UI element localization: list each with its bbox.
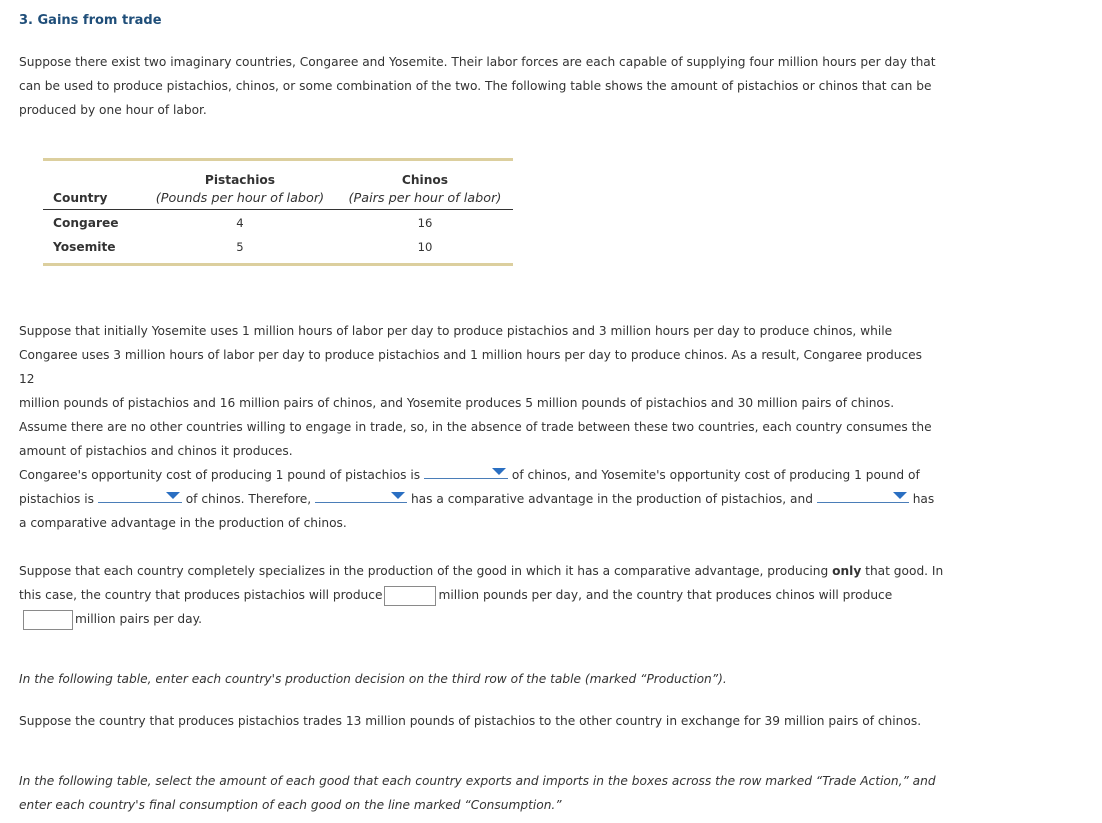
chinos-output-input[interactable] <box>23 610 73 630</box>
chinos-value: 16 <box>417 215 433 230</box>
header-country: Country <box>53 191 108 205</box>
table-row <box>43 210 513 236</box>
congaree-opportunity-cost-dropdown[interactable] <box>424 463 508 479</box>
specialization-paragraph: Suppose that each country completely specializes in the production of the good in which it has a comparative advantage, producing only that good. In this case, the country that produces pistachios will produce million pounds per day, and the country that produces chinos will produce million pairs per day. <box>19 559 949 631</box>
header-chinos: Chinos <box>401 173 449 187</box>
dropdown-arrow-icon <box>391 492 405 499</box>
yosemite-opportunity-cost-dropdown[interactable] <box>98 487 182 503</box>
pistachios-advantage-country-dropdown[interactable] <box>315 487 407 503</box>
initial-production-paragraph: Suppose that initially Yosemite uses 1 million hours of labor per day to produce pistachios and 3 million hours per day to produce chinos, while Congaree uses 3 million hours of labor per day to produce pistachios and 1 million hours per day to produce chinos. As a result, Congaree produces 12 million pounds of pistachios and 16 million pairs of chinos, and Yosemite produces 5 million pounds of pistachios and 30 million pairs of chinos. Assume there are no other countries willing to engage in trade, so, in the absence of trade between these two countries, each country consumes the amount of pistachios and chinos it produces. <box>19 324 932 458</box>
opportunity-cost-paragraph: Congaree's opportunity cost of producing 1 pound of pistachios is of chinos, and Yosemite's opportunity cost of producing 1 pound of pistachios is of chinos. Therefore, has a comparative advantage in the production of pistachios, and has a comparative advantage in the production of chinos. <box>19 463 1089 535</box>
dropdown-arrow-icon <box>893 492 907 499</box>
labor-productivity-table <box>43 158 513 266</box>
header-pistachios-units: (Pounds per hour of labor) <box>155 190 325 206</box>
country-name: Yosemite <box>53 239 116 254</box>
trade-instruction: In the following table, select the amount of each good that each country exports and imports in the boxes across the row marked “Trade Action,” and enter each country's final consumption of each good on the line marked “Consumption.” <box>19 774 936 812</box>
pistachios-output-input[interactable] <box>384 586 436 606</box>
trade-statement: Suppose the country that produces pistachios trades 13 million pounds of pistachios to the other country in exchange for 39 million pairs of chinos. <box>19 714 922 728</box>
dropdown-arrow-icon <box>492 468 506 475</box>
chinos-advantage-country-dropdown[interactable] <box>817 487 909 503</box>
country-name: Congaree <box>53 215 119 230</box>
header-chinos-units: (Pairs per hour of labor) <box>348 190 502 206</box>
header-pistachios: Pistachios <box>204 173 276 187</box>
problem-title: 3. Gains from trade <box>19 13 162 28</box>
chinos-value: 10 <box>417 239 433 254</box>
pistachios-value: 4 <box>236 215 244 230</box>
intro-paragraph: Suppose there exist two imaginary countries, Congaree and Yosemite. Their labor forces are each capable of supplying four million hours per day that can be used to produce pistachios, chinos, or some combination of the two. The following table shows the amount of pistachios or chinos that can be produced by one hour of labor. <box>19 55 936 117</box>
dropdown-arrow-icon <box>166 492 180 499</box>
table-row <box>43 235 513 263</box>
production-instruction: In the following table, enter each country's production decision on the third row of the table (marked “Production”). <box>19 672 727 686</box>
pistachios-value: 5 <box>236 239 244 254</box>
table-bottom-rule <box>43 263 513 266</box>
